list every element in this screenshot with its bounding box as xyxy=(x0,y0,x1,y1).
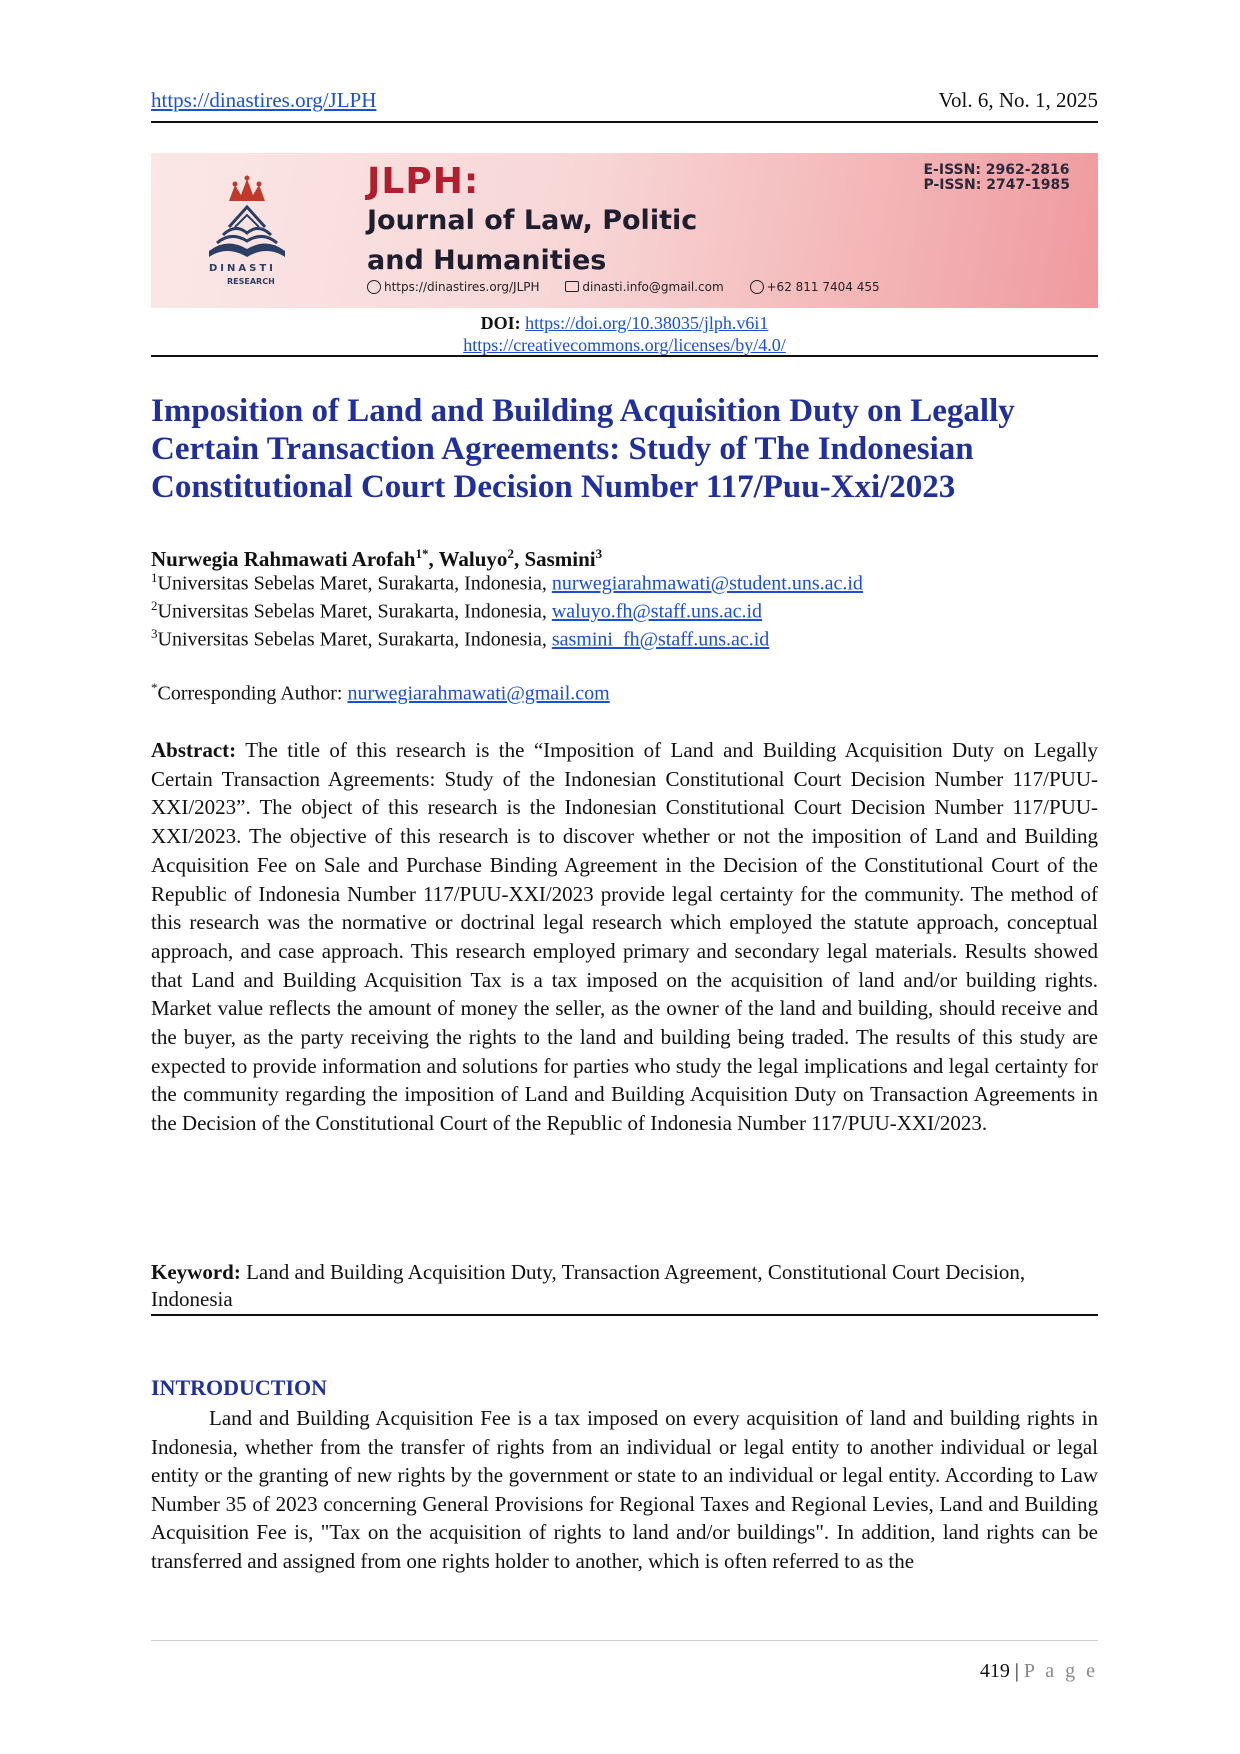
e-issn: E-ISSN: 2962-2816 xyxy=(923,162,1070,178)
contact-bar xyxy=(367,280,902,294)
journal-abbreviation: JLPH: xyxy=(367,161,480,202)
affil-text: Universitas Sebelas Maret, Surakarta, Indonesia, xyxy=(157,628,552,651)
affil-sup: 3 xyxy=(151,626,158,641)
header-rule xyxy=(151,121,1098,123)
contact-web: https://dinastires.org/JLPH xyxy=(384,280,540,294)
doi-block xyxy=(151,312,1098,356)
corresponding-author xyxy=(151,680,610,706)
license-link[interactable]: https://creativecommons.org/licenses/by/4.0/ xyxy=(463,335,786,355)
publisher-name: DINASTI xyxy=(209,263,276,274)
journal-banner xyxy=(151,153,1098,308)
affil-text: Universitas Sebelas Maret, Surakarta, Indonesia, xyxy=(157,600,552,623)
affil-sup: 1 xyxy=(151,570,158,585)
page-separator: | xyxy=(1014,1660,1019,1682)
p-issn: P-ISSN: 2747-1985 xyxy=(923,177,1070,193)
author-sup: 3 xyxy=(595,546,603,561)
author-sup: 2 xyxy=(507,546,514,561)
affil-email-link[interactable]: nurwegiarahmawati@student.uns.ac.id xyxy=(551,572,863,595)
section-heading-introduction: INTRODUCTION xyxy=(151,1375,328,1400)
abstract-text: The title of this research is the “Imposition of Land and Building Acquisition Duty on Legally Certain Transaction Agreements: Study of the Indonesian Constitutional Court Decision Number 117/PUU-XXI/2023”. The object of this research is the Indonesian Constitutional Court Decision Number 117/PUU-XXI/2023. The objective of this research is to discover whether or not the imposition of Land and Building Acquisition Fee on Sale and Purchase Binding Agreement in the Decision of the Constitutional Court of the Republic of Indonesia Number 117/PUU-XXI/2023 provide legal certainty for the community. The method of this research was the normative or doctrinal legal research which employed the statute approach, conceptual approach, and case approach. This research employed primary and secondary legal materials. Results showed that Land and Building Acquisition Tax is a tax imposed on the acquisition of land and/or building rights. Market value reflects the amount of money the seller, as the owner of the land and building, should receive and the buyer, as the party receiving the rights to the land and building being traded. The results of this study are expected to provide information and solutions for parties who study the legal implications and legal certainty for the community regarding the imposition of Land and Building Acquisition Duty on Transaction Agreements in the Decision of the Constitutional Court of the Republic of Indonesia Number 117/PUU-XXI/2023. xyxy=(151,738,1098,1136)
doi-link[interactable]: https://doi.org/10.38035/jlph.v6i1 xyxy=(525,313,769,333)
author-name: Sasmini xyxy=(524,547,596,571)
affil-text: Universitas Sebelas Maret, Surakarta, Indonesia, xyxy=(157,572,552,595)
keywords xyxy=(151,1259,1098,1313)
phone-icon xyxy=(750,280,764,294)
journal-url-link[interactable]: https://dinastires.org/JLPH xyxy=(151,88,377,112)
page-label: P a g e xyxy=(1023,1660,1098,1682)
affiliation-2 xyxy=(151,598,762,624)
author-sup: 1* xyxy=(415,546,429,561)
publisher-sub: RESEARCH xyxy=(227,277,275,286)
keywords-text: Land and Building Acquisition Duty, Transaction Agreement, Constitutional Court Decision, Indonesia xyxy=(151,1260,1026,1311)
abstract-label: Abstract: xyxy=(151,738,237,762)
contact-email: dinasti.info@gmail.com xyxy=(582,280,724,294)
globe-icon xyxy=(367,280,381,294)
paper-title: Imposition of Land and Building Acquisition Duty on Legally Certain Transaction Agreements: Study of The Indonesian Constitutional Court Decision Number 117/Puu-Xxi/2023 xyxy=(151,393,1015,505)
author-name: Waluyo xyxy=(438,547,508,571)
corresponding-email-link[interactable]: nurwegiarahmawati@gmail.com xyxy=(347,682,610,705)
author-name: Nurwegia Rahmawati Arofah xyxy=(151,547,416,571)
page-footer xyxy=(980,1660,1098,1683)
author-list: Nurwegia Rahmawati Arofah$^{1*}$, Waluyo$^2$, Sasmini$^3$ xyxy=(151,546,603,571)
mail-icon xyxy=(565,281,579,292)
introduction-paragraph: Land and Building Acquisition Fee is a tax imposed on every acquisition of land and building rights in Indonesia, whether from the transfer of rights from an individual or legal entity to another individual or legal entity or the granting of new rights by the government or state to an individual or legal entity. According to Law Number 35 of 2023 concerning General Provisions for Regional Taxes and Regional Levies, Land and Building Acquisition Fee is, "Tax on the acquisition of rights to land and/or buildings". In addition, land rights can be transferred and assigned from one rights holder to another, which is often referred to as the xyxy=(151,1406,1098,1573)
affil-email-link[interactable]: waluyo.fh@staff.uns.ac.id xyxy=(551,600,763,623)
doi-rule xyxy=(151,355,1098,357)
volume-label: Vol. 6, No. 1, 2025 xyxy=(938,88,1098,112)
doi-label: DOI: xyxy=(480,313,521,333)
footer-rule xyxy=(151,1640,1098,1641)
keywords-rule xyxy=(151,1314,1098,1316)
contact-phone: +62 811 7404 455 xyxy=(766,280,880,294)
corresponding-sup: * xyxy=(151,680,158,695)
journal-name: Journal of Law, Politic and Humanities xyxy=(367,205,698,276)
affil-email-link[interactable]: sasmini_fh@staff.uns.ac.id xyxy=(551,628,770,651)
affil-sup: 2 xyxy=(151,598,158,613)
issn-block xyxy=(923,163,1070,193)
page-number: 419 xyxy=(979,1660,1010,1682)
abstract xyxy=(151,736,1098,1138)
corresponding-label: Corresponding Author: xyxy=(157,682,348,705)
affiliation-3 xyxy=(151,626,769,652)
affiliation-1 xyxy=(151,570,863,596)
keywords-label: Keyword: xyxy=(151,1260,241,1284)
